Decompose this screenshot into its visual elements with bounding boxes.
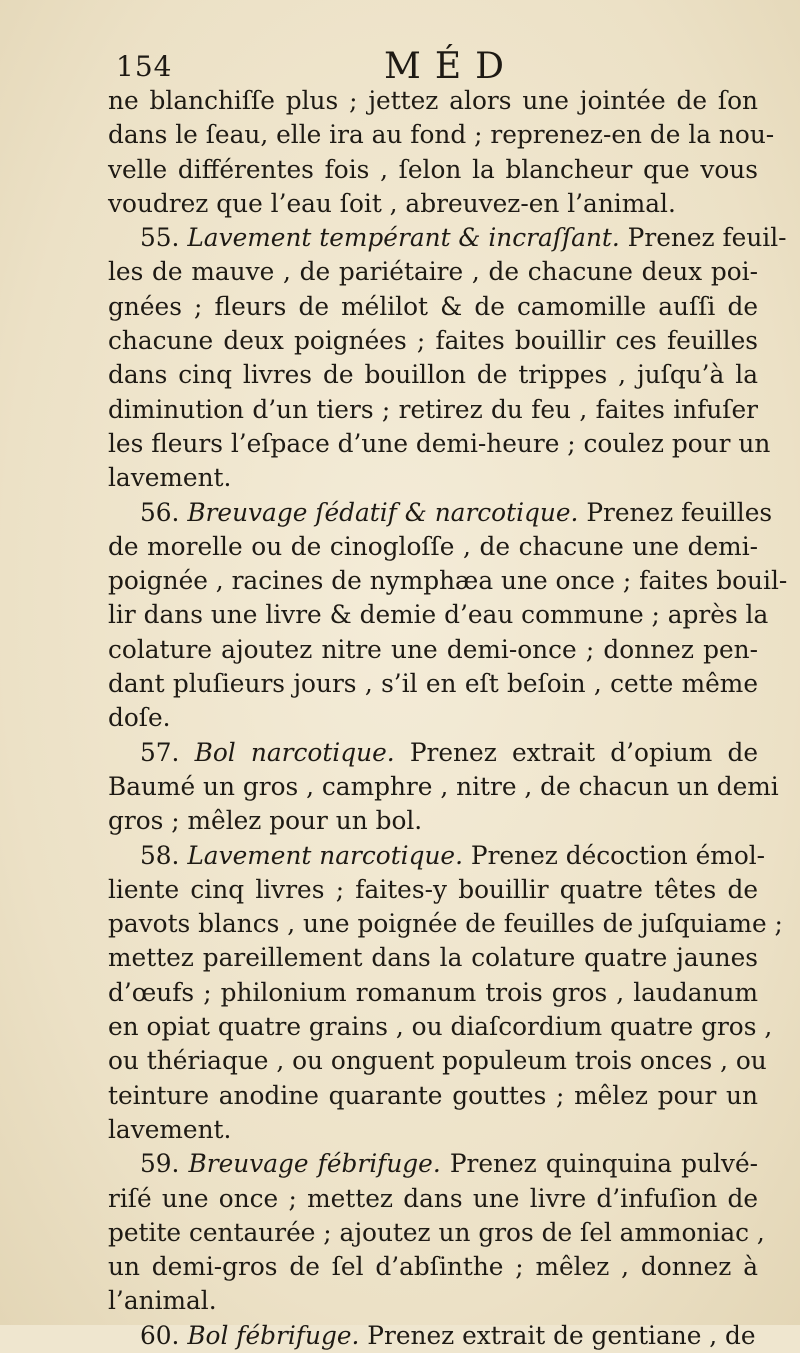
text-line: chacune deux poignées ; faites bouillir ces feuilles	[108, 326, 758, 356]
entry-number: 60.	[140, 1320, 180, 1350]
entry-title: Lavement narcotique.	[187, 840, 463, 870]
text-line: l’animal.	[108, 1286, 217, 1316]
text-line: de morelle ou de cinogloſſe , de chacune une demi-	[108, 531, 758, 561]
paragraph-p57	[108, 736, 779, 839]
entry-number: 59.	[140, 1149, 180, 1179]
text-line: poignée , racines de nymphæa une once ; faites bouil-	[108, 566, 788, 596]
text-line: lavement.	[108, 1114, 232, 1144]
text-line: voudrez que l’eau ſoit , abreuvez-en l’animal.	[108, 188, 676, 218]
text-line: doſe.	[108, 703, 171, 733]
entry-title: Lavement tempérant & incraſſant.	[187, 223, 620, 253]
text-line: petite centaurée ; ajoutez un gros de ſel ammoniac ,	[108, 1217, 765, 1247]
text-line: ou thériaque , ou onguent populeum trois onces , ou	[108, 1046, 767, 1076]
paragraph-p60	[108, 1319, 758, 1353]
text-line: dant pluſieurs jours , s’il en eſt beſoin , cette même	[108, 669, 758, 699]
text-line: dans le ſeau, elle ira au fond ; reprenez-en de la nou-	[108, 120, 775, 150]
entry-text: Prenez feuilles	[586, 497, 773, 527]
paragraph-first-line	[108, 736, 758, 770]
text-line: teinture anodine quarante gouttes ; mêlez pour un	[108, 1080, 758, 1110]
entry-title: Breuvage ſédatif & narcotique.	[187, 497, 579, 527]
entry-number: 57.	[140, 737, 180, 767]
entry-title: Bol fébrifuge.	[187, 1320, 360, 1350]
text-line: un demi-gros de ſel d’abſinthe ; mêlez , donnez à	[108, 1252, 758, 1282]
paragraph-first-line	[108, 839, 766, 873]
paragraph-first-line	[108, 496, 773, 530]
paragraph-first-line	[108, 1319, 758, 1353]
paragraph-p58	[108, 839, 783, 1148]
text-line: velle différentes fois , ſelon la blancheur que vous	[108, 154, 758, 184]
paragraph-p56	[108, 496, 788, 736]
text-line: colature ajoutez nitre une demi-once ; donnez pen-	[108, 634, 758, 664]
paragraph-first-line	[108, 221, 787, 255]
text-line: dans cinq livres de bouillon de trippes , juſqu’à la	[108, 360, 758, 390]
paragraph-p55	[108, 221, 787, 495]
entry-number: 58.	[140, 840, 180, 870]
text-line: mettez pareillement dans la colature quatre jaunes	[108, 943, 758, 973]
text-line: diminution d’un tiers ; retirez du feu , faites infuſer	[108, 394, 758, 424]
text-line: riſé une once ; mettez dans une livre d’infuſion de	[108, 1183, 758, 1213]
entry-text: Prenez feuil-	[627, 223, 787, 253]
text-line: Baumé un gros , camphre , nitre , de chacun un demi	[108, 771, 779, 801]
paragraph-p54-end	[108, 84, 775, 221]
paragraph-first-line	[108, 1147, 758, 1181]
entry-text: Prenez quinquina pulvé-	[449, 1149, 758, 1179]
paragraph-p59	[108, 1147, 765, 1318]
text-line: d’œufs ; philonium romanum trois gros , laudanum	[108, 977, 758, 1007]
entry-number: 56.	[140, 497, 180, 527]
text-line: les de mauve , de pariétaire , de chacune deux poi-	[108, 257, 758, 287]
text-line: liente cinq livres ; faites-y bouillir quatre têtes de	[108, 874, 758, 904]
text-line: en opiat quatre grains , ou diaſcordium quatre gros ,	[108, 1012, 773, 1042]
entry-title: Bol narcotique.	[194, 737, 395, 767]
text-line: lir dans une livre & demie d’eau commune ; après la	[108, 600, 769, 630]
text-line: les fleurs l’eſpace d’une demi-heure ; coulez pour un	[108, 428, 771, 458]
text-line: pavots blancs , une poignée de feuilles de juſquiame ;	[108, 909, 783, 939]
body-text	[108, 84, 788, 1353]
entry-text: Prenez extrait d’opium de	[409, 737, 759, 767]
text-line: ne blanchiſſe plus ; jettez alors une jointée de ſon	[108, 86, 758, 115]
entry-text: Prenez extrait de gentiane , de	[367, 1320, 756, 1350]
page-number: 154	[116, 50, 173, 83]
text-line: gros ; mêlez pour un bol.	[108, 806, 423, 836]
text-line: lavement.	[108, 463, 232, 493]
entry-number: 55.	[140, 223, 180, 253]
entry-title: Breuvage fébrifuge.	[188, 1149, 441, 1179]
running-head: MÉD	[384, 46, 519, 87]
text-line: gnées ; fleurs de mélilot & de camomille auſſi de	[108, 291, 758, 321]
entry-text: Prenez décoction émol-	[470, 840, 766, 870]
